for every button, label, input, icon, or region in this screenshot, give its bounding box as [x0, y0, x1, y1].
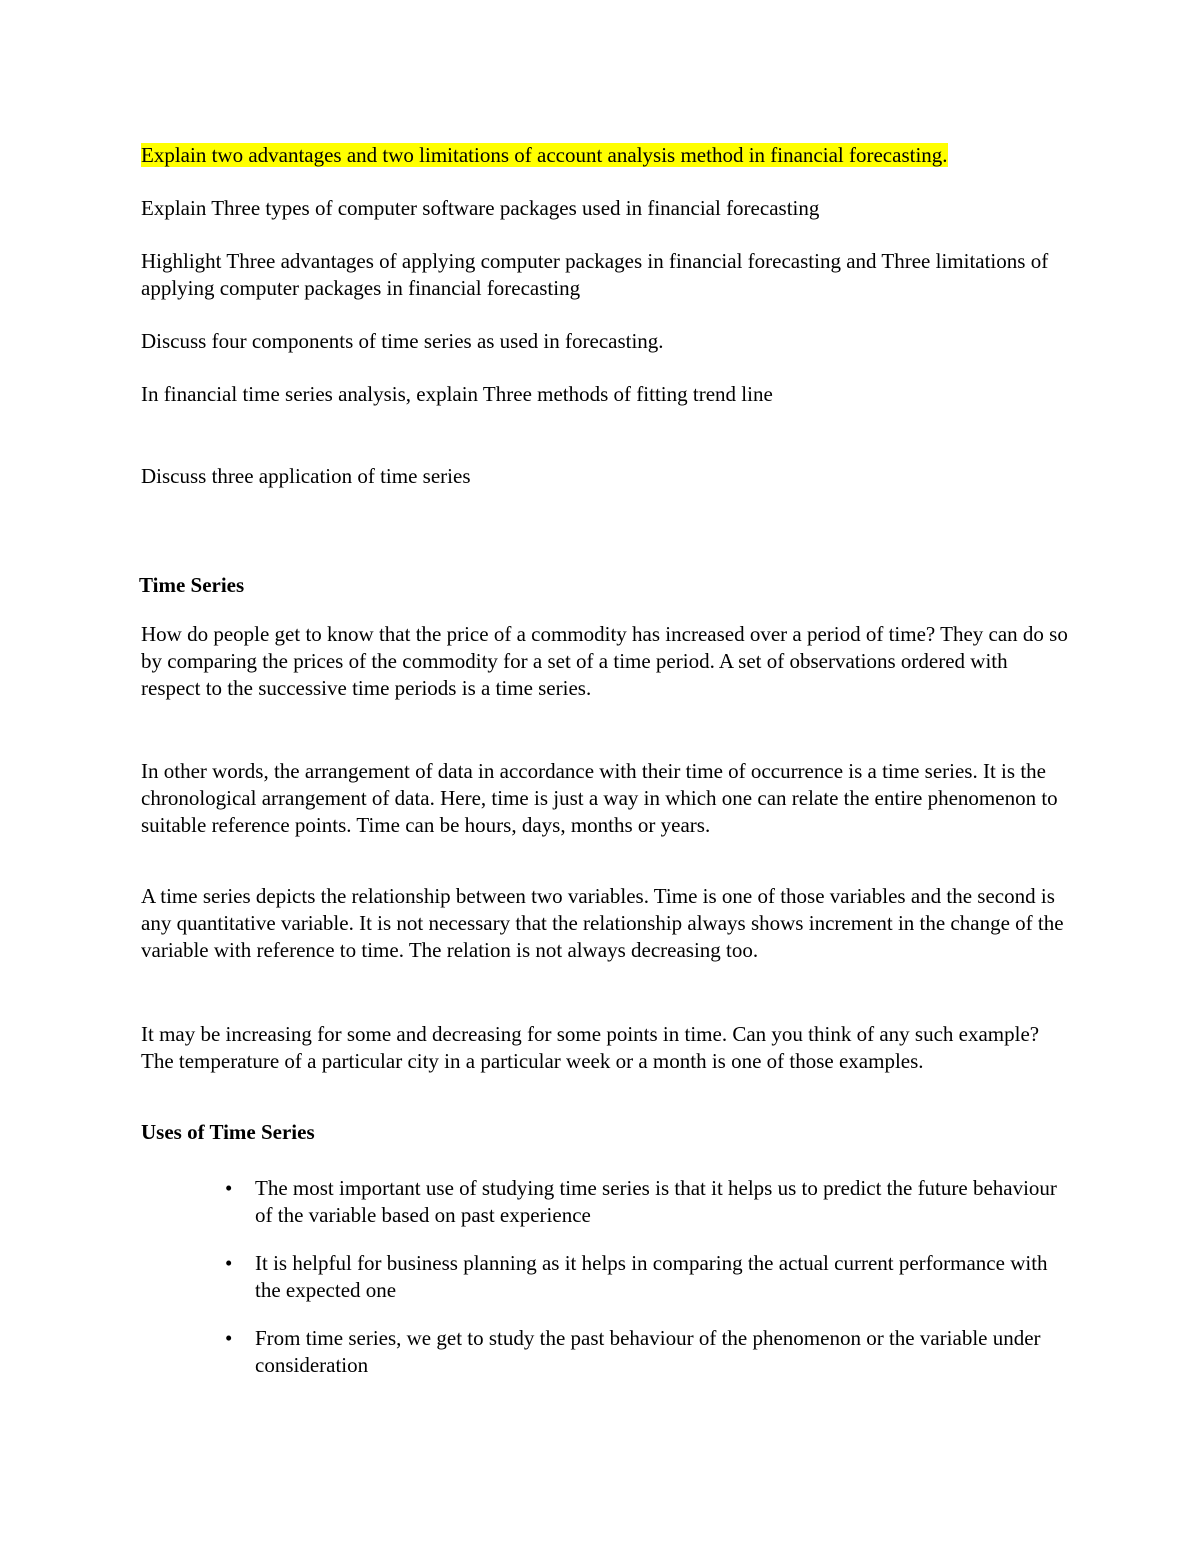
list-item-text: It is helpful for business planning as it helps in comparing the actual current performance with the expected one — [255, 1251, 1048, 1302]
question-4: Discuss four components of time series as used in forecasting. — [141, 329, 664, 353]
highlighted-question-text: Explain two advantages and two limitations of account analysis method in financial forecasting. — [141, 143, 948, 167]
list-item — [141, 1325, 1071, 1379]
question-1 — [141, 142, 1071, 169]
question-5: In financial time series analysis, explain Three methods of fitting trend line — [141, 382, 773, 406]
list-item-text: From time series, we get to study the past behaviour of the phenomenon or the variable under consideration — [255, 1326, 1041, 1377]
list-item — [141, 1175, 1071, 1229]
time-series-paragraph-2: In other words, the arrangement of data in accordance with their time of occurrence is a time series. It is the chronological arrangement of data. Here, time is just a way in which one can relate the entire phenomenon to suitable reference points. Time can be hours, days, months or years. — [141, 759, 1058, 837]
time-series-paragraph-4: It may be increasing for some and decreasing for some points in time. Can you think of any such example? The temperature of a particular city in a particular week or a month is one of those examples. — [141, 1022, 1040, 1073]
bullet-icon: • — [225, 1176, 233, 1200]
time-series-heading: Time Series — [139, 573, 245, 597]
bullet-icon: • — [225, 1326, 233, 1350]
uses-heading: Uses of Time Series — [141, 1120, 315, 1144]
question-2: Explain Three types of computer software packages used in financial forecasting — [141, 196, 820, 220]
time-series-paragraph-3: A time series depicts the relationship between two variables. Time is one of those variables and the second is any quantitative variable. It is not necessary that the relationship always shows increment in the change of the variable with reference to time. The relation is not always decreasing too. — [141, 884, 1064, 962]
list-item-text: The most important use of studying time series is that it helps us to predict the future behaviour of the variable based on past experience — [255, 1176, 1057, 1227]
question-3: Highlight Three advantages of applying computer packages in financial forecasting and Three limitations of applying computer packages in financial forecasting — [141, 249, 1049, 300]
time-series-paragraph-1: How do people get to know that the price of a commodity has increased over a period of time? They can do so by comparing the prices of the commodity for a set of a time period. A set of observations ordered with respect to the successive time periods is a time series. — [141, 622, 1068, 700]
list-item — [141, 1250, 1071, 1304]
bullet-icon: • — [225, 1251, 233, 1275]
document-body — [141, 142, 1071, 1400]
uses-list — [141, 1175, 1071, 1379]
question-6: Discuss three application of time series — [141, 464, 471, 488]
